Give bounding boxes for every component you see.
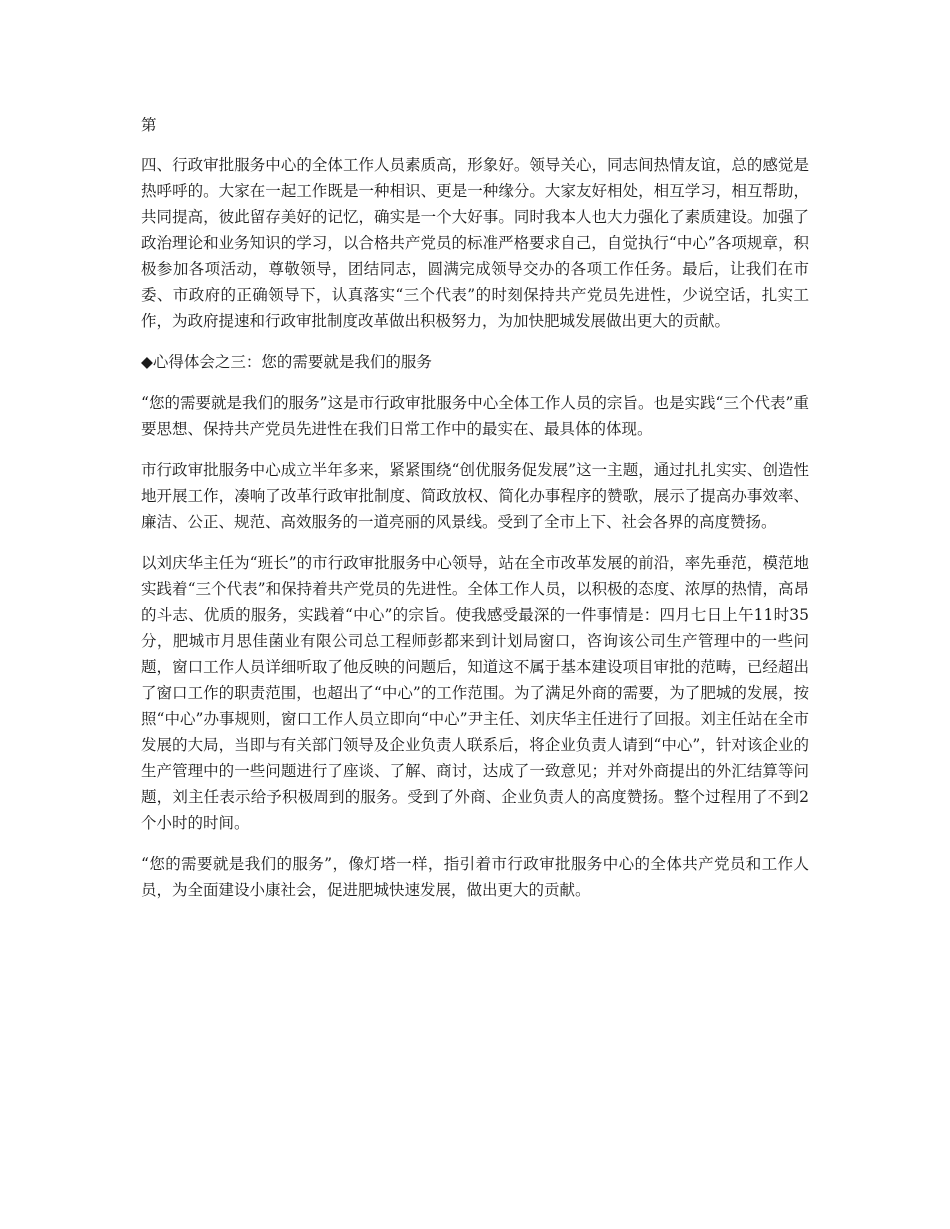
body-paragraph: “您的需要就是我们的服务”这是市行政审批服务中心全体工作人员的宗旨。也是实践“三个代表”重要思想、保持共产党员先进性在我们日常工作中的最实在、最具体的体现。 bbox=[141, 394, 809, 438]
document-page bbox=[141, 112, 809, 918]
body-paragraph: “您的需要就是我们的服务”，像灯塔一样，指引着市行政审批服务中心的全体共产党员和工作人员，为全面建设小康社会，促进肥城快速发展，做出更大的贡献。 bbox=[141, 855, 809, 899]
body-paragraph: 市行政审批服务中心成立半年多来，紧紧围绕“创优服务促发展”这一主题，通过扎扎实实、创造性地开展工作，凑响了改革行政审批制度、简政放权、简化办事程序的赞歌，展示了提高办事效率、廉洁、公正、规范、高效服务的一道亮丽的风景线。受到了全市上下、社会各界的高度赞扬。 bbox=[141, 461, 809, 531]
page-number-fragment: 第 bbox=[141, 116, 157, 134]
body-paragraph: 四、行政审批服务中心的全体工作人员素质高，形象好。领导关心，同志间热情友谊，总的感觉是热呼呼的。大家在一起工作既是一种相识、更是一种缘分。大家友好相处，相互学习，相互帮助，共同提高，彼此留存美好的记忆，确实是一个大好事。同时我本人也大力强化了素质建设。加强了政治理论和业务知识的学习，以合格共产党员的标准严格要求自己，自觉执行“中心”各项规章，积极参加各项活动，尊敬领导，团结同志，圆满完成领导交办的各项工作任务。最后，让我们在市委、市政府的正确领导下，认真落实“三个代表”的时刻保持共产党员先进性，少说空话，扎实工作，为政府提速和行政审批制度改革做出积极努力，为加快肥城发展做出更大的贡献。 bbox=[141, 156, 809, 330]
body-paragraph: 以刘庆华主任为“班长”的市行政审批服务中心领导，站在全市改革发展的前沿，率先垂范，模范地实践着“三个代表”和保持着共产党员的先进性。全体工作人员，以积极的态度、浓厚的热情，高昂的斗志、优质的服务，实践着“中心”的宗旨。使我感受最深的一件事情是：四月七日上午11时35分，肥城市月思佳菌业有限公司总工程师彭都来到计划局窗口，咨询该公司生产管理中的一些问题，窗口工作人员详细听取了他反映的问题后，知道这不属于基本建设项目审批的范畴，已经超出了窗口工作的职责范围，也超出了“中心”的工作范围。为了满足外商的需要，为了肥城的发展，按照“中心”办事规则，窗口工作人员立即向“中心”尹主任、刘庆华主任进行了回报。刘主任站在全市发展的大局，当即与有关部门领导及企业负责人联系后，将企业负责人请到“中心”，针对该企业的生产管理中的一些问题进行了座谈、了解、商讨，达成了一致意见；并对外商提出的外汇结算等问题，刘主任表示给予积极周到的服务。受到了外商、企业负责人的高度赞扬。整个过程用了不到2个小时的时间。 bbox=[141, 554, 809, 832]
section-heading: ◆心得体会之三：您的需要就是我们的服务 bbox=[141, 353, 432, 371]
